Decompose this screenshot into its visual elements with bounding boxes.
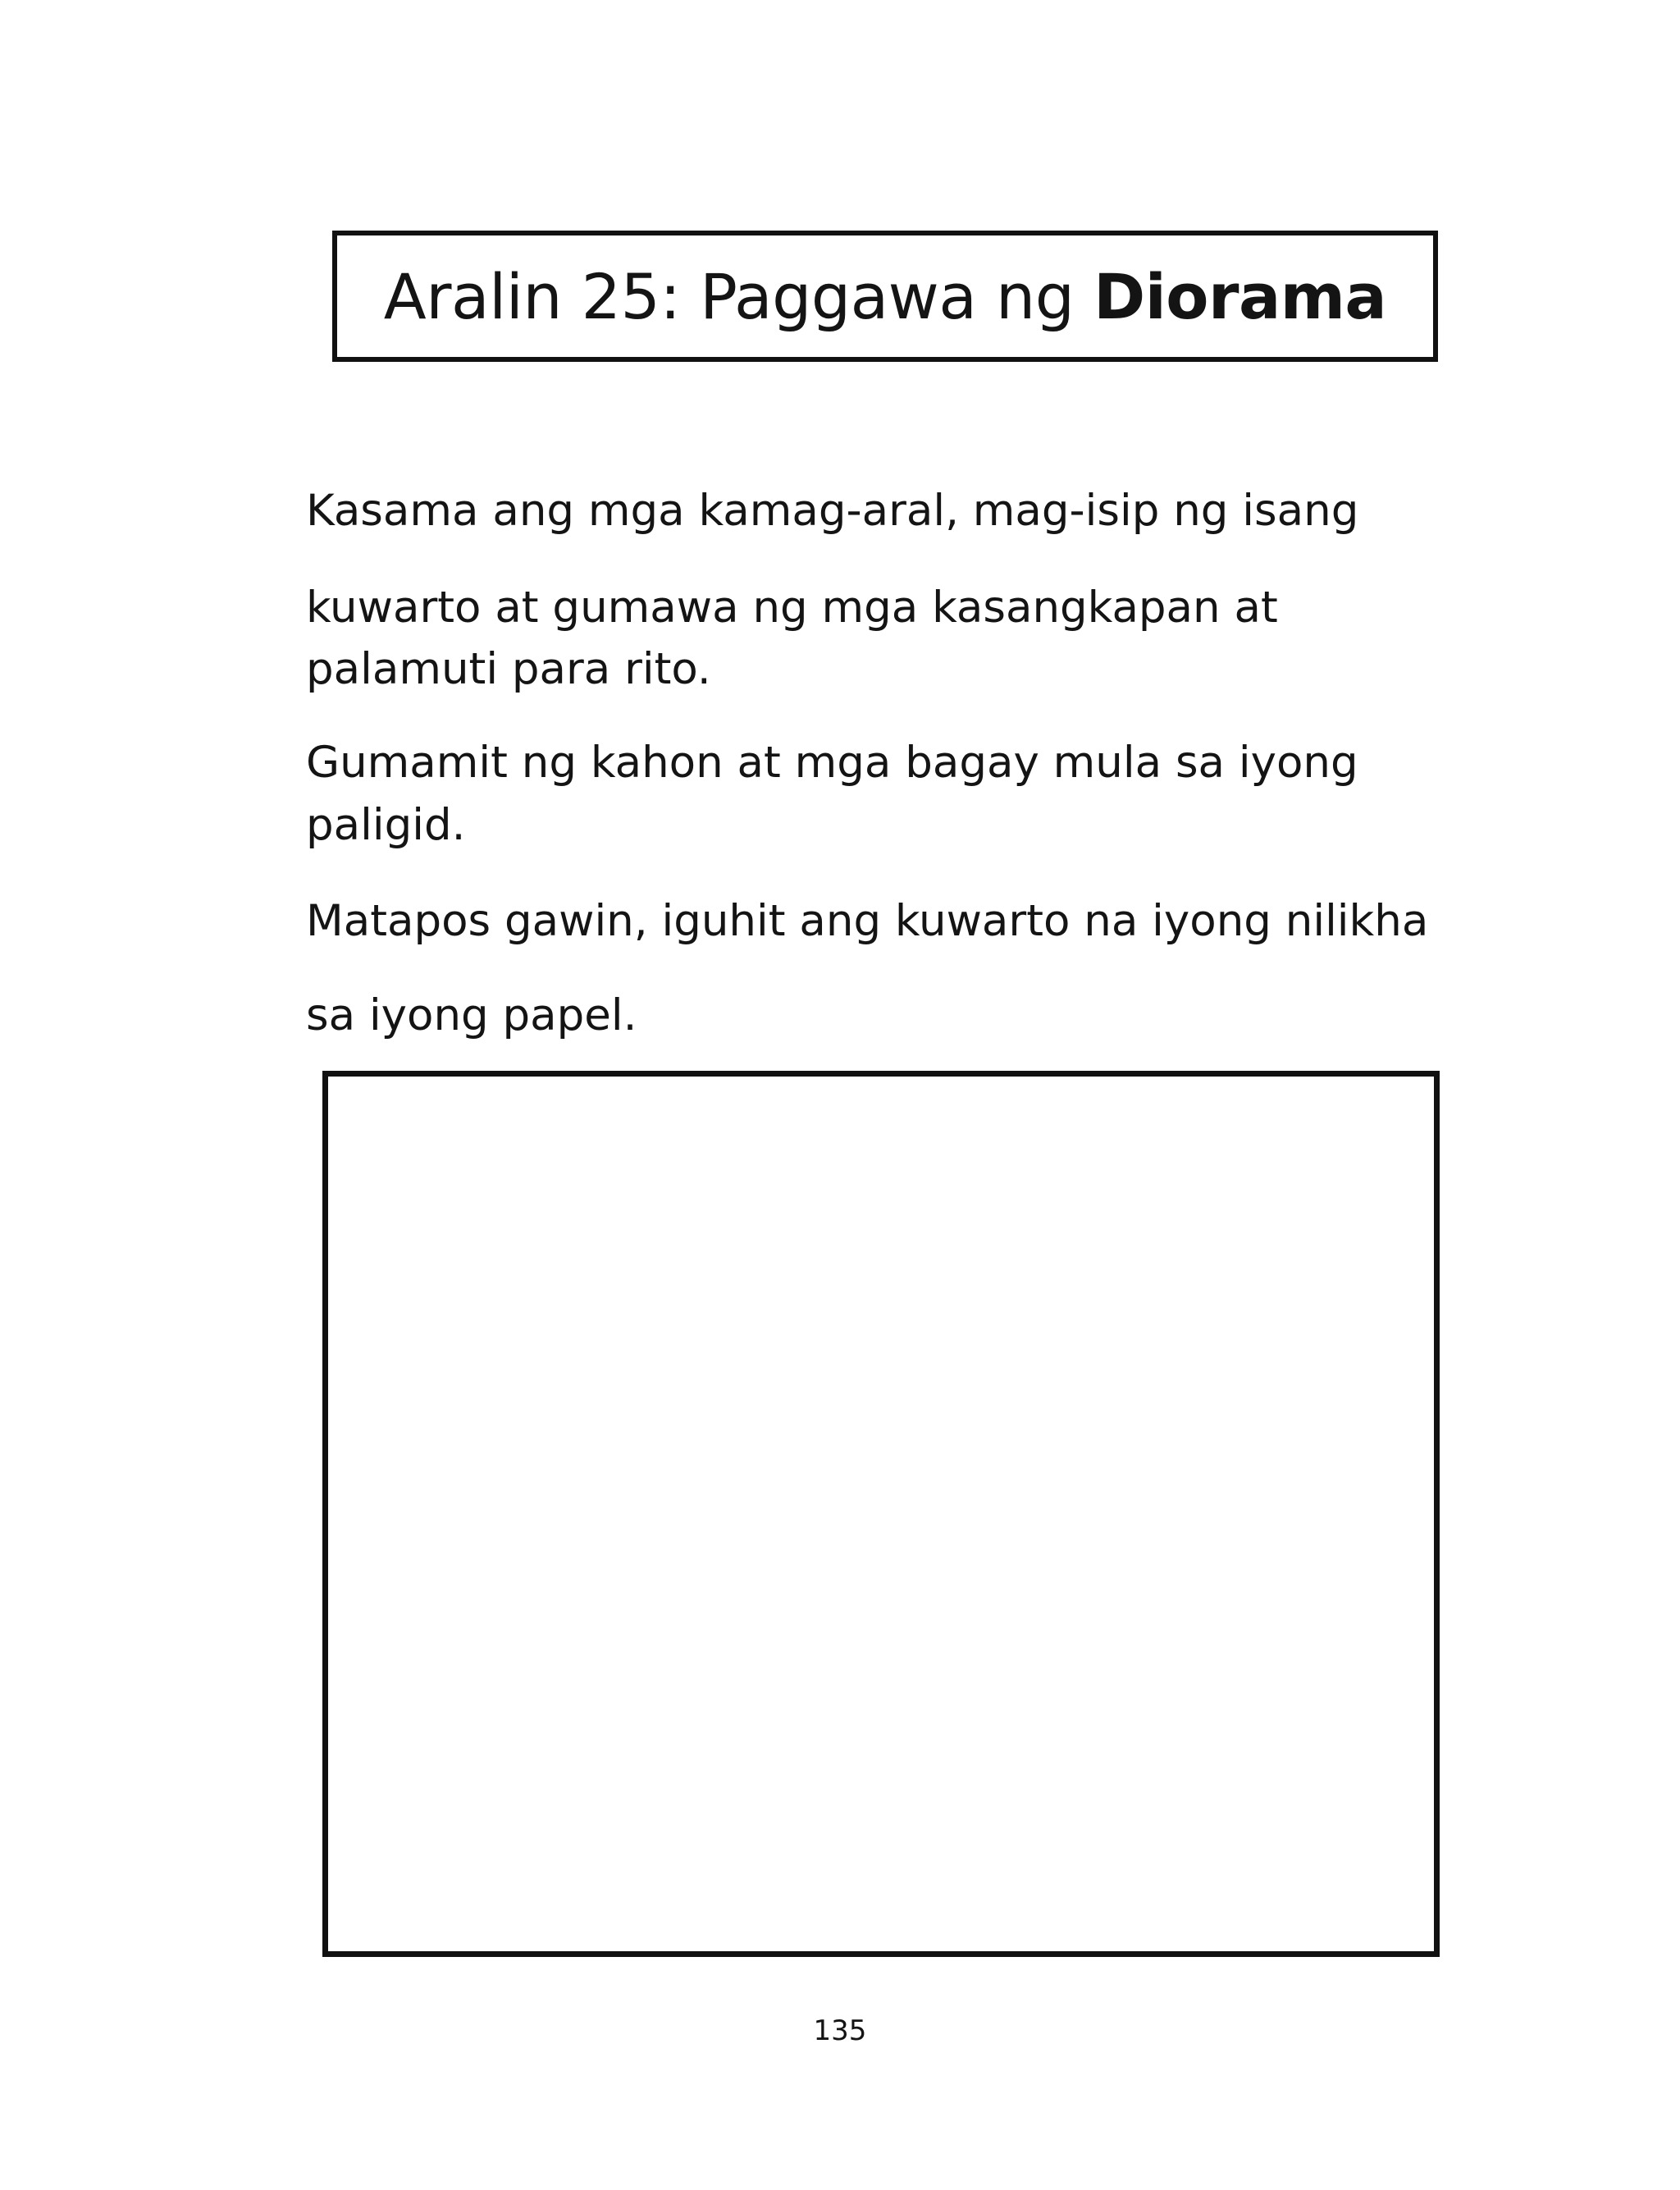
instruction-line-1: Kasama ang mga kamag-aral, mag-isip ng isang <box>306 486 1359 536</box>
instruction-line-5: paligid. <box>306 800 466 850</box>
drawing-area-box <box>322 1071 1440 1957</box>
instruction-line-6: Matapos gawin, iguhit ang kuwarto na iyong nilikha <box>306 896 1429 946</box>
instruction-line-7: sa iyong papel. <box>306 990 637 1040</box>
instruction-line-3: palamuti para rito. <box>306 644 711 694</box>
lesson-title-box <box>332 231 1438 362</box>
instruction-line-4: Gumamit ng kahon at mga bagay mula sa iyong <box>306 738 1358 788</box>
lesson-title <box>384 260 1386 333</box>
lesson-title-prefix: Aralin 25: Paggawa ng <box>383 259 1094 333</box>
page-number: 135 <box>813 2014 867 2047</box>
instruction-line-2: kuwarto at gumawa ng mga kasangkapan at <box>306 583 1278 633</box>
lesson-title-emphasis: Diorama <box>1093 259 1387 333</box>
